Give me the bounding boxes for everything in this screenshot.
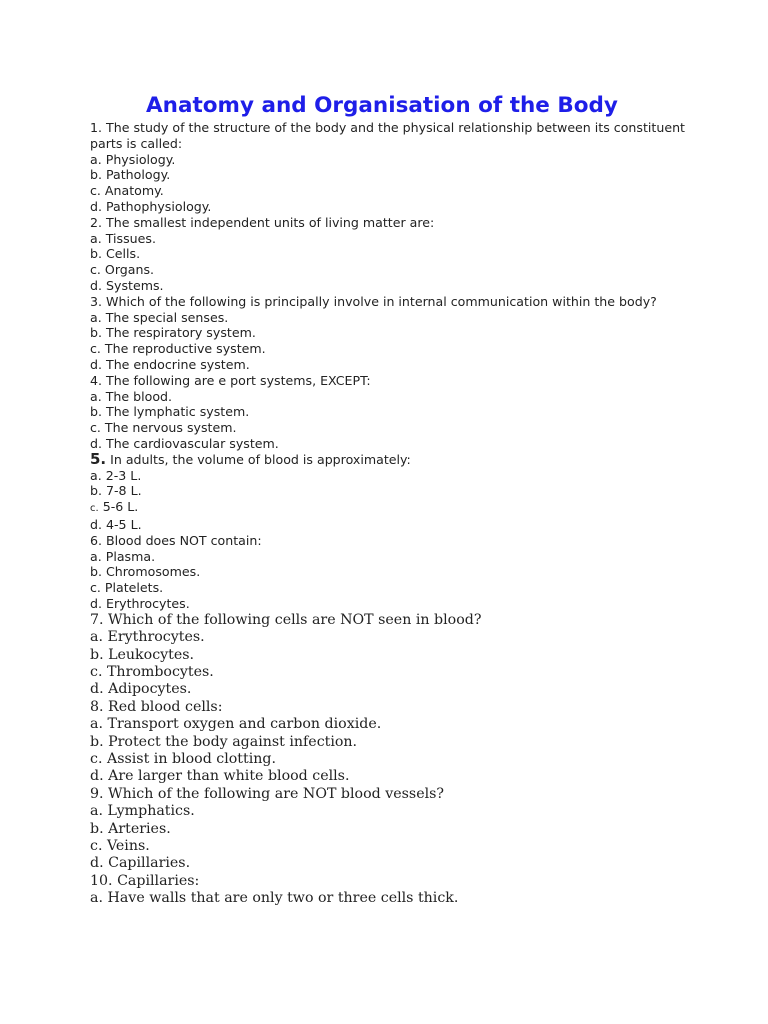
answer-option: a. Tissues. bbox=[90, 230, 156, 246]
answer-option: b. Cells. bbox=[90, 246, 141, 262]
question bbox=[90, 786, 690, 873]
answer-option: c. Anatomy. bbox=[90, 183, 164, 199]
question bbox=[90, 215, 690, 294]
question-5-option-c-letter: c. bbox=[90, 503, 99, 515]
answer-option: b. The lymphatic system. bbox=[90, 404, 250, 420]
question-5-option: a. 2-3 L. bbox=[90, 467, 142, 483]
question-stem: 10. Capillaries: bbox=[90, 872, 200, 889]
question-6-option: b. Chromosomes. bbox=[90, 564, 201, 580]
answer-option: d. Are larger than white blood cells. bbox=[90, 768, 350, 785]
question-6-option: a. Plasma. bbox=[90, 548, 156, 564]
question-5 bbox=[90, 449, 690, 533]
answer-option: c. Thrombocytes. bbox=[90, 663, 214, 680]
question-5-number: 5. bbox=[90, 449, 107, 468]
question-6-option: d. Erythrocytes. bbox=[90, 595, 190, 611]
answer-option: b. Leukocytes. bbox=[90, 646, 195, 663]
answer-option: a. Transport oxygen and carbon dioxide. bbox=[90, 716, 382, 733]
question bbox=[90, 873, 690, 908]
question-5-option: d. 4-5 L. bbox=[90, 516, 142, 532]
answer-option: b. Pathology. bbox=[90, 167, 171, 183]
document-page bbox=[90, 92, 690, 908]
answer-option: c. The reproductive system. bbox=[90, 341, 266, 357]
question bbox=[90, 373, 690, 452]
question-5-option-c bbox=[90, 499, 690, 517]
answer-option: d. Pathophysiology. bbox=[90, 198, 212, 214]
answer-option: d. The endocrine system. bbox=[90, 356, 250, 372]
question-stem: 9. Which of the following are NOT blood vessels? bbox=[90, 785, 445, 802]
questions-sans-section bbox=[90, 120, 690, 452]
question-5-option: b. 7-8 L. bbox=[90, 483, 142, 499]
answer-option: a. Physiology. bbox=[90, 151, 176, 167]
answer-option: c. The nervous system. bbox=[90, 420, 237, 436]
question-5-option-c-text: 5-6 L. bbox=[98, 499, 139, 515]
question-stem: 8. Red blood cells: bbox=[90, 698, 223, 715]
question-6-stem: 6. Blood does NOT contain: bbox=[90, 532, 262, 548]
answer-option: c. Organs. bbox=[90, 262, 155, 278]
answer-option: c. Veins. bbox=[90, 837, 150, 854]
question-stem: 3. Which of the following is principally involve in internal communication within the body? bbox=[90, 293, 657, 309]
question-6 bbox=[90, 533, 690, 612]
answer-option: d. Capillaries. bbox=[90, 855, 191, 872]
question-stem: 4. The following are e port systems, EXCEPT: bbox=[90, 372, 371, 388]
question-5-stem bbox=[90, 449, 690, 468]
question-stem: 1. The study of the structure of the body and the physical relationship between its constituent parts is called: bbox=[90, 120, 685, 151]
answer-option: a. The blood. bbox=[90, 388, 173, 404]
answer-option: c. Assist in blood clotting. bbox=[90, 750, 276, 767]
question bbox=[90, 120, 690, 215]
question-stem: 7. Which of the following cells are NOT seen in blood? bbox=[90, 611, 482, 628]
answer-option: d. Systems. bbox=[90, 277, 164, 293]
answer-option: b. Arteries. bbox=[90, 820, 171, 837]
answer-option: b. Protect the body against infection. bbox=[90, 733, 358, 750]
document-title: Anatomy and Organisation of the Body bbox=[146, 93, 618, 118]
answer-option: d. The cardiovascular system. bbox=[90, 435, 279, 451]
answer-option: a. The special senses. bbox=[90, 309, 229, 325]
answer-option: a. Erythrocytes. bbox=[90, 629, 205, 646]
answer-option: b. The respiratory system. bbox=[90, 325, 256, 341]
question-6-option: c. Platelets. bbox=[90, 580, 164, 596]
question bbox=[90, 294, 690, 373]
answer-option: d. Adipocytes. bbox=[90, 681, 192, 698]
question-stem: 2. The smallest independent units of living matter are: bbox=[90, 214, 435, 230]
question-5-text: In adults, the volume of blood is approximately: bbox=[106, 451, 411, 467]
question bbox=[90, 699, 690, 786]
answer-option: a. Lymphatics. bbox=[90, 803, 195, 820]
questions-serif-section bbox=[90, 612, 690, 908]
answer-option: a. Have walls that are only two or three cells thick. bbox=[90, 890, 459, 907]
question bbox=[90, 612, 690, 699]
